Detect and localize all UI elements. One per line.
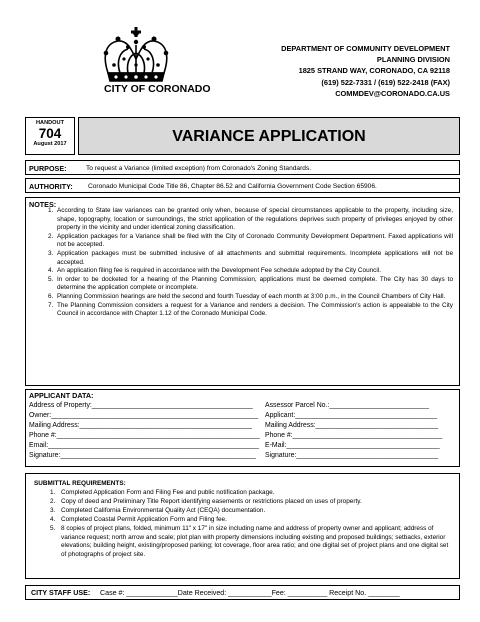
department-name: DEPARTMENT OF COMMUNITY DEVELOPMENT (281, 44, 450, 53)
applicant-row (29, 422, 456, 431)
applicant-heading: APPLICANT DATA: (29, 391, 94, 400)
item-text: Copy of deed and Preliminary Title Report identifying easements or restrictions placed on uses of property. (61, 497, 362, 505)
phone-fax: (619) 522-7331 / (619) 522-2418 (FAX) (321, 77, 450, 87)
applicant-row (29, 442, 456, 451)
purpose-row (25, 160, 460, 175)
item-number: 1. (48, 207, 54, 214)
authority-row (25, 178, 460, 193)
applicant-signature-field[interactable]: Signature:_____________________________________ (265, 452, 439, 459)
handout-box (25, 117, 75, 155)
applicant-row (29, 432, 456, 441)
authority-label: AUTHORITY: (29, 182, 73, 191)
list-item (48, 292, 453, 302)
city-name: CITY OF CORONADO (104, 83, 211, 95)
handout-date: August 2017 (33, 141, 67, 147)
item-text: Application packages for a Variance shall be filed with the City of Coronado Community Development Department. Faxed applications will not be accepted. (57, 232, 453, 249)
department-contact (281, 43, 450, 99)
notes-heading: NOTES: (29, 200, 57, 209)
item-number: 3. (50, 506, 56, 514)
owner-email-field[interactable]: Email:_______________________________________________________ (29, 442, 259, 449)
list-item (50, 489, 449, 498)
list-item (48, 275, 453, 293)
address: 1825 STRAND WAY, CORONADO, CA 92118 (298, 66, 450, 76)
applicant-row (29, 452, 456, 461)
item-number: 2. (48, 232, 54, 240)
item-number: 4. (48, 267, 54, 275)
item-text: Planning Commission hearings are held the second and fourth Tuesday of each month at 3:00 p.m., in the Council Chambers of City Hall. (57, 292, 446, 300)
item-text: Completed California Environmental Quality Act (CEQA) documentation. (61, 506, 266, 514)
division-name: PLANNING DIVISION (376, 55, 450, 65)
staff-use-fields[interactable]: Case #: _____________Date Received: ___________Fee: __________ Receipt No. ________ (100, 588, 400, 597)
submittal-heading: SUBMITTAL REQUIREMENTS: (34, 480, 126, 487)
item-number: 7. (48, 301, 54, 309)
list-item (48, 301, 453, 319)
list-item (48, 207, 453, 233)
item-text: 8 copies of project plans, folded, minimum 11" x 17" in size including name and address of property owner and applicant; address of variance request; north arrow and scale; plot plan with property dimensions including existing and proposed buildings; setbacks, exterior elevations; building height, existing/proposed parking; lot coverage, floor area ratio; and one digital set of project plans and one digital set of photographs of project site. (61, 524, 449, 559)
applicant-email-field[interactable]: E-Mail:________________________________________ (265, 442, 440, 449)
list-item (50, 515, 449, 525)
item-number: 2. (50, 497, 56, 505)
item-text: The Planning Commission considers a request for a Variance and renders a decision. The Commission's action is appealable to the City Council in accordance with Chapter 1.12 of the Coronado Municipal Code. (57, 301, 453, 318)
notes-list (48, 207, 453, 319)
applicant-field[interactable]: Applicant:_____________________________________ (265, 412, 438, 419)
item-number: 4. (50, 515, 56, 523)
applicant-phone-field[interactable]: Phone #:_______________________________________ (265, 432, 443, 439)
submittal-list (50, 489, 449, 560)
handout-number: 704 (38, 126, 62, 141)
address-of-property-field[interactable]: Address of Property:__________________________________________ (29, 402, 253, 409)
authority-text: Coronado Municipal Code Title 86, Chapter 86.52 and California Government Code Section 65906. (88, 182, 377, 190)
owner-signature-field[interactable]: Signature:___________________________________________________ (29, 452, 256, 459)
item-text: Application packages must be submitted inclusive of all attachments and submittal requirements. Incomplete applications will not be accepted. (57, 249, 453, 266)
assessor-parcel-field[interactable]: Assessor Parcel No.:__________________________ (265, 402, 429, 409)
applicant-row (29, 402, 456, 411)
item-number: 5. (50, 524, 56, 532)
list-item (48, 267, 453, 276)
staff-use-row (25, 585, 460, 600)
list-item (48, 232, 453, 250)
item-number: 1. (50, 489, 56, 496)
list-item (50, 497, 449, 507)
staff-use-label: CITY STAFF USE: (31, 588, 91, 597)
handout-label: HANDOUT (36, 120, 64, 126)
applicant-mailing-address-field[interactable]: Mailing Address:________________________________ (265, 422, 439, 429)
item-text: An application filing fee is required in accordance with the Development Fee schedule adopted by the City Council. (57, 267, 381, 275)
owner-mailing-address-field[interactable]: Mailing Address:_____________________________________________ (29, 422, 253, 429)
owner-field[interactable]: Owner:______________________________________________________ (29, 412, 259, 419)
purpose-text: To request a Variance (limited exception) from Coronado's Zoning Standards. (86, 164, 312, 172)
list-item (48, 249, 453, 267)
item-number: 3. (48, 249, 54, 257)
title-box (78, 117, 460, 155)
page-title: VARIANCE APPLICATION (172, 128, 366, 145)
item-text: In order to be docketed for a hearing of the Planning Commission, applications must be deemed complete. The City has 30 days to determine the application complete or incomplete. (57, 275, 453, 292)
notes-section (25, 197, 460, 386)
item-text: Completed Application Form and Filing Fee and public notification package. (61, 489, 275, 496)
item-number: 6. (48, 292, 54, 300)
applicant-data-section (25, 389, 460, 467)
list-item (50, 524, 449, 561)
submittal-requirements-section (25, 473, 460, 579)
item-text: Completed Coastal Permit Application Form and Filing fee. (61, 515, 227, 523)
purpose-label: PURPOSE: (29, 164, 67, 173)
item-text: According to State law variances can be granted only when, because of special circumstances applicable to the property, including size, shape, topography, location or surroundings, the strict application of the regulations deprives such property of privileges enjoyed by other property in the vicinity and under identical zoning classification. (57, 207, 453, 232)
email: COMMDEV@CORONADO.CA.US (335, 88, 450, 98)
item-number: 5. (48, 275, 54, 283)
applicant-row (29, 412, 456, 421)
list-item (50, 506, 449, 516)
owner-phone-field[interactable]: Phone #:_____________________________________________________ (29, 432, 260, 439)
